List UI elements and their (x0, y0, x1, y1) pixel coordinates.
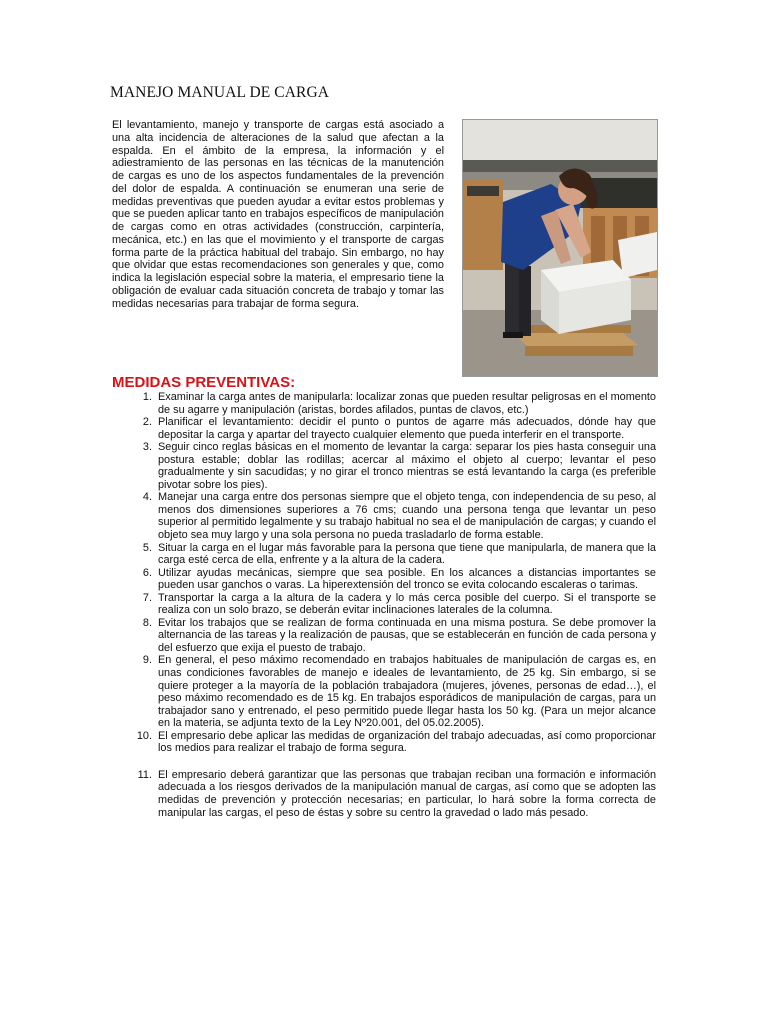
worker-lifting-boxes-photo (462, 119, 658, 377)
section-title-medidas: MEDIDAS PREVENTIVAS: (112, 374, 296, 391)
list-item (112, 491, 656, 541)
list-item (112, 567, 656, 592)
intro-paragraph: El levantamiento, manejo y transporte de cargas está asociado a una alta incidencia de alteraciones de la salud que afectan a la espalda. En el ámbito de la empresa, la información y el adiestramiento de las personas en las técnicas de la manutención de cargas es uno de los aspectos fundamentales de la prevención del dolor de espalda. A continuación se enumeran una serie de medidas preventivas que pueden ayudar a evitar estos problemas y que se pueden aplicar tanto en trabajos específicos de manipulación de cargas como en otras actividades (construcción, carpintería, mecánica, etc.) en las que el movimiento y el transporte de cargas forma parte de la práctica habitual del trabajo. Sin embargo, no hay que olvidar que estas recomendaciones son generales y que, como indica la legislación especial sobre la materia, el empresario tiene la obligación de evaluar cada situación concreta de trabajo y tomar las medidas necesarias para trabajar de forma segura. (112, 119, 444, 310)
list-item (112, 416, 656, 441)
list-item-text: Manejar una carga entre dos personas siempre que el objeto tenga, con independencia de su peso, al menos dos dimensiones superiores a 76 cms; cuando una persona tenga que levantar un peso superior al permitido legalmente y su trabajo habitual no sea el de manipulación de cargas; y cuando el objeto sea muy largo y una sola persona no pueda trasladarlo de forma estable. (158, 491, 656, 542)
list-item-text: Situar la carga en el lugar más favorable para la persona que tiene que manipularla, de manera que la carga esté cerca de ella, enfrente y a la altura de la cadera. (158, 541, 656, 567)
list-item-number: 11. (137, 768, 152, 781)
list-item-text: El empresario debe aplicar las medidas de organización del trabajo adecuadas, así como proporcionar los medios para realizar el trabajo de forma segura. (158, 729, 656, 755)
list-item-text: Transportar la carga a la altura de la cadera y lo más cerca posible del cuerpo. Si el transporte se realiza con un solo brazo, se deberán evitar inclinaciones laterales de la columna. (158, 591, 656, 617)
photo-illustration (463, 120, 657, 376)
document-title: MANEJO MANUAL DE CARGA (110, 84, 330, 101)
list-item-text: Planificar el levantamiento: decidir el punto o puntos de agarre más adecuados, dónde hay que depositar la carga y apartar del trayecto cualquier elemento que pueda interferir en el transporte. (158, 416, 656, 441)
list-item (112, 617, 656, 655)
list-item-text: El empresario deberá garantizar que las personas que trabajan reciban una formación e información adecuada a los riesgos derivados de la manipulación manual de cargas, así como que se adopten las medidas de prevención y protección necesarias; en particular, lo hará sobre la forma correcta de manipular las cargas, el peso de éstas y sobre su centro la gravedad o lado más pesado. (158, 768, 656, 819)
list-item (112, 542, 656, 567)
list-item-number: 7. (142, 591, 152, 604)
list-item-number: 8. (142, 616, 152, 629)
list-item-text: Examinar la carga antes de manipularla: localizar zonas que pueden resultar peligrosas en el momento de su agarre y manipulación (aristas, bordes afilados, puntas de clavos, etc.) (158, 391, 656, 416)
list-item (112, 654, 656, 729)
list-item (112, 592, 656, 617)
list-item-text: Utilizar ayudas mecánicas, siempre que sea posible. En los alcances a distancias importantes se pueden usar ganchos o varas. La hiperextensión del tronco se evita colocando escaleras o tarimas. (158, 566, 656, 592)
list-item-number: 4. (142, 491, 152, 504)
list-item (112, 730, 656, 755)
list-item-number: 5. (142, 541, 152, 554)
list-item-number: 6. (142, 566, 152, 579)
list-item-number: 2. (142, 416, 152, 429)
list-item (112, 391, 656, 416)
list-item-text: Evitar los trabajos que se realizan de forma continuada en una misma postura. Se debe promover la alternancia de las tareas y la realización de pausas, que se establecerán en función de cada persona y del esfuerzo que exija el puesto de trabajo. (158, 616, 656, 654)
list-item-number: 1. (142, 391, 152, 403)
list-item-number: 9. (142, 654, 152, 667)
list-item-text: Seguir cinco reglas básicas en el momento de levantar la carga: separar los pies hasta conseguir una postura estable; doblar las rodillas; acercar al máximo el objeto al cuerpo; levantar el peso gradualmente y sin sacudidas; y no girar el tronco mientras se está levantando la carga (es preferible pivotar sobre los pies). (158, 441, 656, 491)
list-item-number: 10. (136, 729, 152, 742)
list-item (112, 441, 656, 491)
list-item-text: En general, el peso máximo recomendado en trabajos habituales de manipulación de cargas es, en unas condiciones favorables de manejo e ideales de levantamiento, de 25 kg. Sin embargo, si se quiere proteger a la mayoría de la población trabajadora (mujeres, jóvenes, personas de edad…), el peso máximo recomendado es de 15 kg. En trabajos esporádicos de manipulación de cargas, para un trabajador sano y entrenado, el peso permitido puede llegar hasta los 50 kg. (Para un mejor alcance en la materia, se adjunta texto de la Ley Nº20.001, del 05.02.2005). (158, 654, 656, 730)
preventive-measures-list (112, 391, 656, 819)
list-item (112, 769, 656, 819)
list-item-number: 3. (142, 441, 152, 454)
